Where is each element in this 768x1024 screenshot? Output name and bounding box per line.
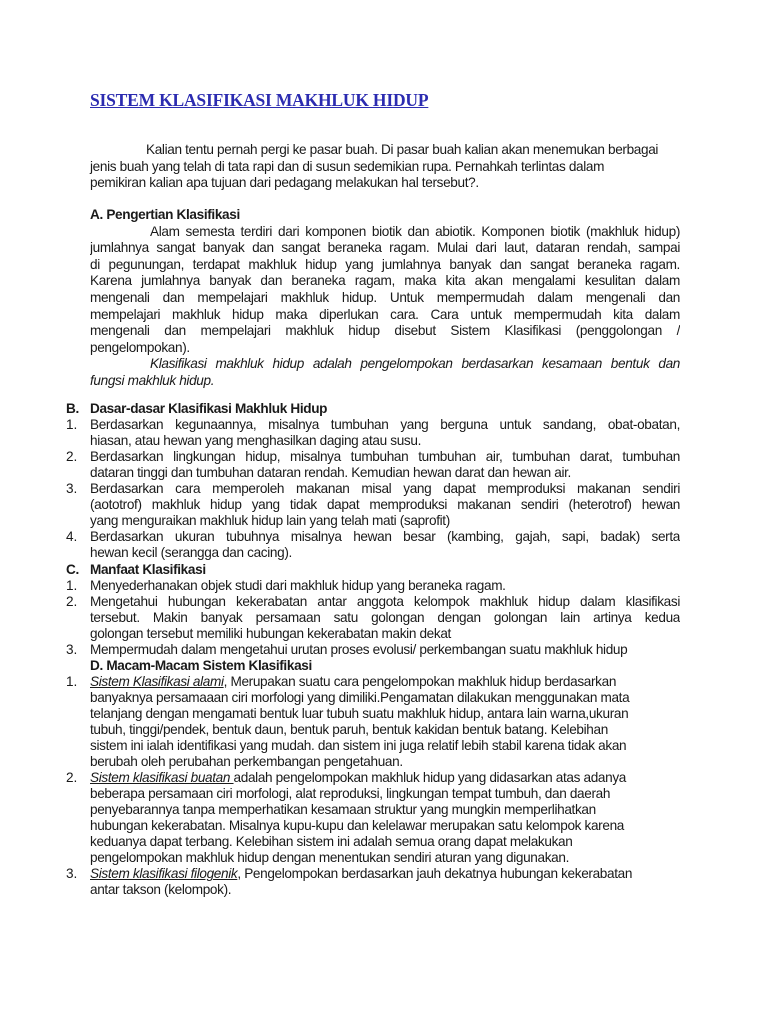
section-c: [66, 562, 680, 658]
intro-line: Kalian tentu pernah pergi ke pasar buah. Di pasar buah kalian akan menemukan berbagai: [146, 142, 659, 157]
intro-line: pemikiran kalian apa tujuan dari pedagang melakukan hal tersebut?.: [90, 175, 479, 191]
section-d: [66, 658, 680, 899]
list-item-text: , Pengelompokan berdasarkan jauh dekatnya hubungan kekerabatan: [237, 866, 633, 882]
section-heading-row: [66, 401, 680, 417]
intro-line: jenis buah yang telah di tata rapi dan di susun sedemikian rupa. Pernahkah terlintas dalam: [90, 158, 605, 174]
list-number: 4.: [66, 529, 78, 545]
list-item-line: Menyederhanakan objek studi dari makhluk hidup yang beraneka ragam.: [90, 577, 506, 593]
definition-line: Klasifikasi makhluk hidup adalah pengelompokan berdasarkan kesamaan bentuk dan: [150, 356, 680, 372]
list-item-line: penyebarannya tanpa memperhatikan kesamaan struktur yang mungkin memperlihatkan: [90, 802, 596, 818]
list-number: 2.: [66, 770, 78, 786]
list-item-line: Berdasarkan cara memperoleh makanan misal yang dapat memproduksi makanan sendiri: [90, 481, 680, 497]
list-number: 1.: [66, 417, 78, 433]
list-item: [66, 866, 680, 898]
list-item-line: tubuh, tinggi/pendek, bentuk daun, bentuk paruh, bentuk kakidan bentuk batang. Kelebihan: [90, 721, 608, 737]
body-line: mengenali dan mempelajari makhluk hidup. Untuk mempermudah dalam mengenali dan: [90, 289, 680, 305]
list-item-line: banyaknya persamaaan ciri morfologi yang dimiliki.Pengamatan dilakukan menggunakan mata: [90, 689, 630, 705]
list-item: [66, 481, 680, 529]
list-item-line: hubungan kekerabatan. Misalnya kupu-kupu dan kelelawar merupakan satu kelompok karena: [90, 818, 624, 834]
list-number: 3.: [66, 481, 78, 497]
list-item-line: Berdasarkan ukuran tubuhnya misalnya hewan besar (kambing, gajah, sapi, badak) serta: [90, 529, 680, 545]
list-item-line: yang menguraikan makhluk hidup lain yang telah mati (saprofit): [90, 513, 450, 529]
list-item: [66, 449, 680, 481]
list-item-line: hewan kecil (serangga dan cacing).: [90, 545, 292, 561]
list-item-line: dataran tinggi dan tumbuhan dataran rendah. Kemudian hewan darat dan hewan air.: [90, 465, 571, 481]
list-number: 2.: [66, 449, 78, 465]
list-item-line: Berdasarkan lingkungan hidup, misalnya tumbuhan tumbuhan air, tumbuhan darat, tumbuhan: [90, 449, 680, 465]
body-line: mengenali dan mempelajari makhluk hidup disebut Sistem Klasifikasi (penggolongan /: [90, 323, 680, 339]
section-a: [90, 207, 680, 390]
intro-paragraph: [90, 142, 680, 192]
list-item-line: [90, 770, 680, 786]
list-item-line: tersebut. Makin banyak persamaan satu golongan dengan golongan lain artinya kedua: [90, 609, 680, 625]
section-a-heading: A. Pengertian Klasifikasi: [90, 207, 240, 222]
list-item: [66, 417, 680, 449]
classification-term: Sistem Klasifikasi alami: [90, 673, 224, 689]
list-item: [66, 674, 680, 770]
list-item-line: (aototrof) makhluk hidup yang tidak dapat memproduksi makanan sendiri (heterotrof) hewan: [90, 497, 680, 513]
section-heading: Dasar-dasar Klasifikasi Makhluk Hidup: [90, 401, 328, 416]
section-label: C.: [66, 561, 79, 577]
section-heading-row: [66, 562, 680, 578]
list-item-line: Berdasarkan kegunaannya, misalnya tumbuhan yang berguna untuk sandang, obat-obatan,: [90, 417, 680, 433]
list-number: 3.: [66, 866, 78, 882]
document-title: SISTEM KLASIFIKASI MAKHLUK HIDUP: [90, 90, 429, 110]
body-line: pengelompokan).: [90, 339, 190, 355]
list-item: [66, 578, 680, 594]
list-item: [66, 642, 680, 658]
body-line: jumlahnya sangat banyak dan sangat beraneka ragam. Mulai dari laut, dataran rendah, sampai: [90, 240, 680, 256]
list-item-line: beberapa persamaan ciri morfologi, alat reproduksi, lingkungan tempat tumbuh, dan daerah: [90, 786, 611, 802]
section-heading: Manfaat Klasifikasi: [90, 561, 206, 577]
body-line: Karena jumlahnya banyak dan beraneka ragam, maka kita akan mengalami kesulitan dalam: [90, 273, 680, 289]
list-item-line: berubah oleh perubahan perkembangan pengetahuan.: [90, 754, 403, 770]
classification-term: Sistem klasifikasi filogenik: [90, 866, 238, 882]
section-label: B.: [66, 401, 79, 416]
list-item-line: Mengetahui hubungan kekerabatan antar anggota kelompok makhluk hidup dalam klasifikasi: [90, 593, 680, 609]
body-line: mempelajari makhluk hidup maka diperlukan cara. Cara untuk mempermudah kita dalam: [90, 306, 680, 322]
list-item-line: golongan tersebut memiliki hubungan kekerabatan makin dekat: [90, 625, 451, 641]
list-number: 1.: [66, 673, 78, 689]
list-item-line: keduanya dapat terbang. Kelebihan sistem ini adalah semua orang dapat melakukan: [90, 834, 573, 850]
definition-line: fungsi makhluk hidup.: [90, 372, 215, 388]
body-line: Alam semesta terdiri dari komponen biotik dan abiotik. Komponen biotik (makhluk hidup): [150, 223, 680, 239]
list-number: 2.: [66, 593, 78, 609]
list-item: [66, 594, 680, 642]
list-item-text: , Merupakan suatu cara pengelompokan makhluk hidup berdasarkan: [223, 673, 617, 689]
list-item-line: pengelompokan makhluk hidup dengan menentukan sendiri aturan yang digunakan.: [90, 850, 569, 866]
list-item-line: [90, 674, 680, 690]
list-item-line: sistem ini ialah identifikasi yang mudah. dan sistem ini juga relatif lebih stabil karena tidak akan: [90, 738, 627, 754]
classification-term: Sistem klasifikasi buatan: [90, 770, 234, 786]
list-item: [66, 529, 680, 561]
list-item-line: [90, 866, 680, 882]
body-line: di pegunungan, terdapat makhluk hidup yang jumlahnya banyak dan sangat beraneka ragam.: [90, 256, 680, 272]
list-number: 3.: [66, 641, 78, 657]
list-item-line: antar takson (kelompok).: [90, 882, 232, 898]
list-number: 1.: [66, 577, 78, 593]
list-item-line: telanjang dengan mengamati bentuk luar tubuh suatu makhluk hidup, antara lain warna,ukuran: [90, 705, 629, 721]
list-item-text: adalah pengelompokan makhluk hidup yang didasarkan atas adanya: [233, 770, 626, 786]
list-item-line: Mempermudah dalam mengetahui urutan proses evolusi/ perkembangan suatu makhluk hidup: [90, 641, 628, 657]
list-item-line: hiasan, atau hewan yang menghasilkan daging atau susu.: [90, 433, 422, 449]
list-item: [66, 770, 680, 866]
section-b: [66, 401, 680, 561]
section-d-heading: D. Macam-Macam Sistem Klasifikasi: [90, 657, 312, 673]
